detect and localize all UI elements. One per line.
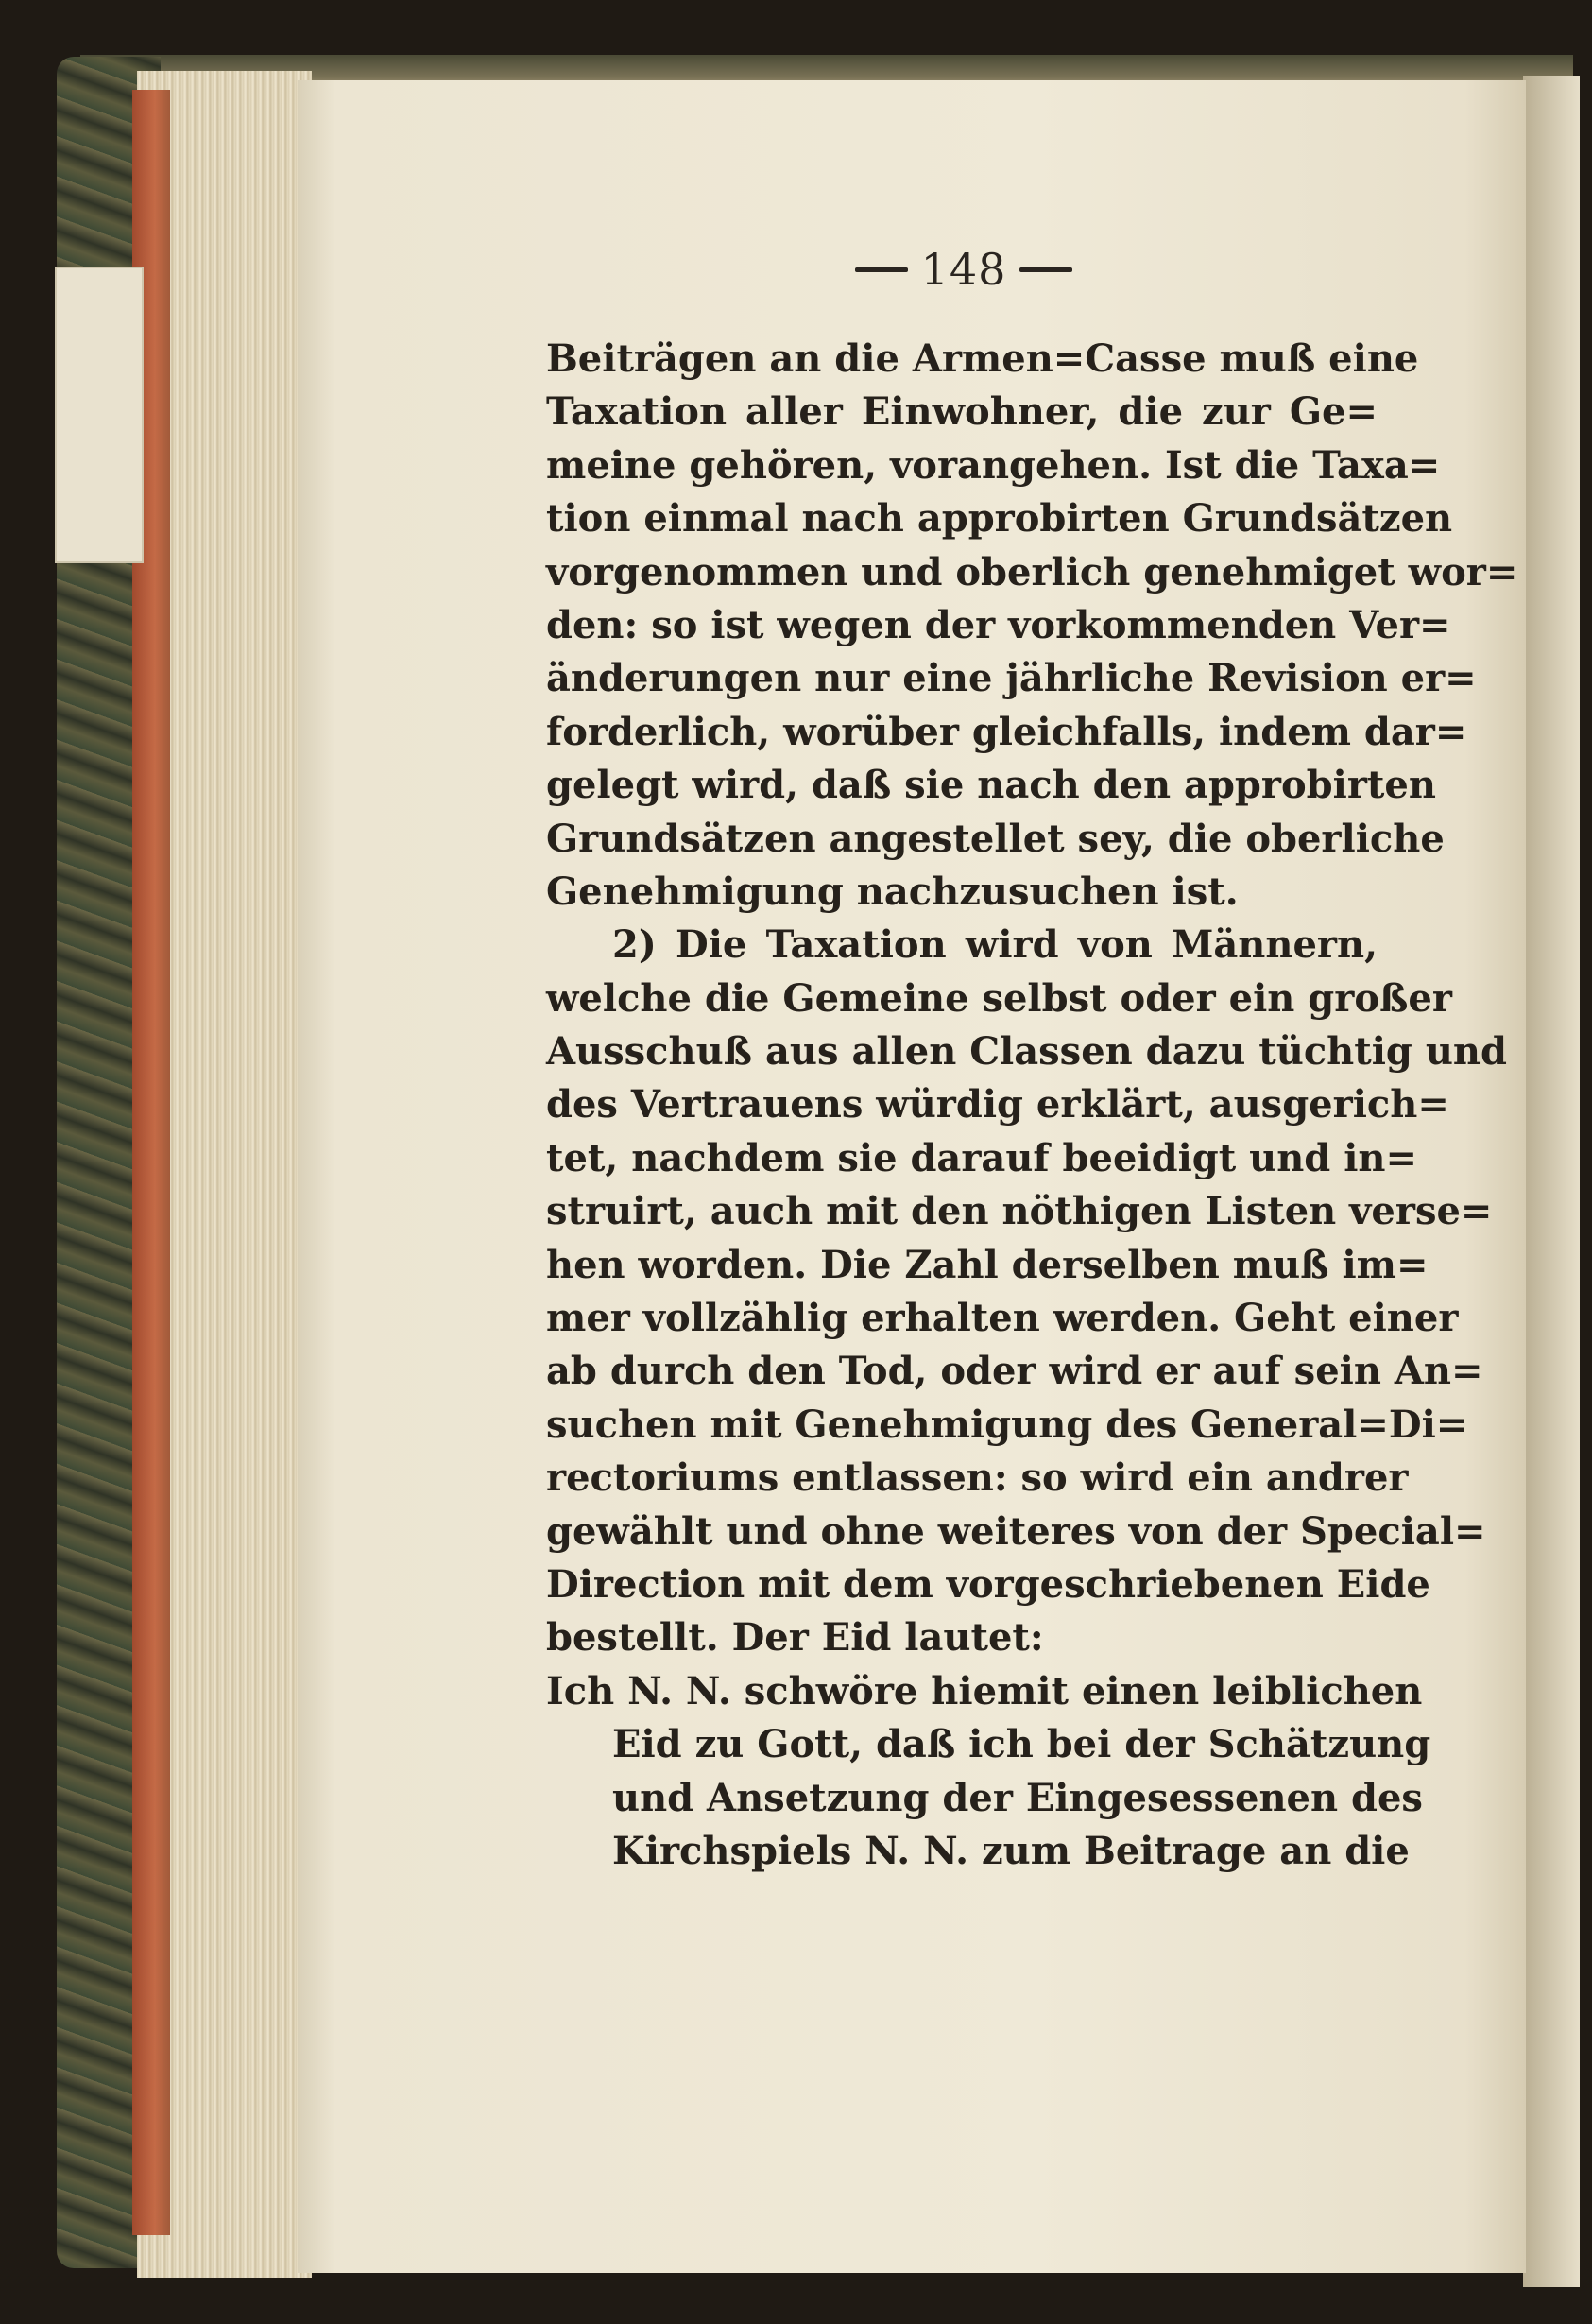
text-line: Direction mit dem vorgeschriebenen Eide — [546, 1561, 1430, 1607]
text-line: rectoriums entlassen: so wird ein andrer — [546, 1455, 1409, 1501]
header-dash-right — [1019, 267, 1072, 272]
oath-line: Kirchspiels N. N. zum Beitrage an die — [612, 1828, 1410, 1873]
text-line: tion einmal nach approbirten Grundsätzen — [546, 496, 1453, 542]
oath-line: Eid zu Gott, daß ich bei der Schätzung — [612, 1722, 1431, 1767]
text-line: welche die Gemeine selbst oder ein großer — [546, 975, 1452, 1021]
text-line: forderlich, worüber gleichfalls, indem dar= — [546, 709, 1467, 754]
page-number: 148 — [920, 244, 1007, 295]
text-line: tet, nachdem sie darauf beeidigt und in= — [546, 1135, 1417, 1180]
text-line: den: so ist wegen der vorkommenden Ver= — [546, 602, 1451, 647]
text-line: vorgenommen und oberlich genehmiget wor= — [546, 549, 1518, 594]
text-line: des Vertrauens würdig erklärt, ausgerich= — [546, 1082, 1449, 1128]
text-line: 2) Die Taxation wird von Männern, — [612, 922, 1378, 968]
text-line: Ausschuß aus allen Classen dazu tüchtig und — [546, 1029, 1507, 1075]
oath-line: Ich N. N. schwöre hiemit einen leiblichen — [546, 1668, 1423, 1713]
text-line: mer vollzählig erhalten werden. Geht einer — [546, 1296, 1459, 1341]
oath-line: und Ansetzung der Eingesessenen des — [612, 1775, 1423, 1820]
text-line: Beiträgen an die Armen=Casse muß eine — [546, 336, 1419, 381]
text-line: bestellt. Der Eid lautet: — [546, 1615, 1044, 1661]
facing-page-edge — [1523, 76, 1580, 2287]
text-line: Genehmigung nachzusuchen ist. — [546, 869, 1239, 914]
text-line: ab durch den Tod, oder wird er auf sein An= — [546, 1349, 1483, 1394]
text-line: meine gehören, vorangehen. Ist die Taxa= — [546, 442, 1441, 488]
header-dash-left — [855, 267, 908, 272]
text-line: Grundsätzen angestellet sey, die oberliche — [546, 816, 1445, 861]
text-line: Taxation aller Einwohner, die zur Ge= — [546, 389, 1378, 435]
page-body — [546, 333, 1518, 1878]
text-line: suchen mit Genehmigung des General=Di= — [546, 1402, 1468, 1447]
text-line: änderungen nur eine jährliche Revision er= — [546, 656, 1477, 701]
text-line: hen worden. Die Zahl derselben muß im= — [546, 1242, 1429, 1287]
bookmark-strip — [55, 267, 144, 563]
text-line: gelegt wird, daß sie nach den approbirten — [546, 763, 1436, 808]
text-line: gewählt und ohne weiteres von der Special= — [546, 1508, 1486, 1554]
page-header — [813, 244, 1115, 295]
text-line: struirt, auch mit den nöthigen Listen verse= — [546, 1189, 1493, 1234]
